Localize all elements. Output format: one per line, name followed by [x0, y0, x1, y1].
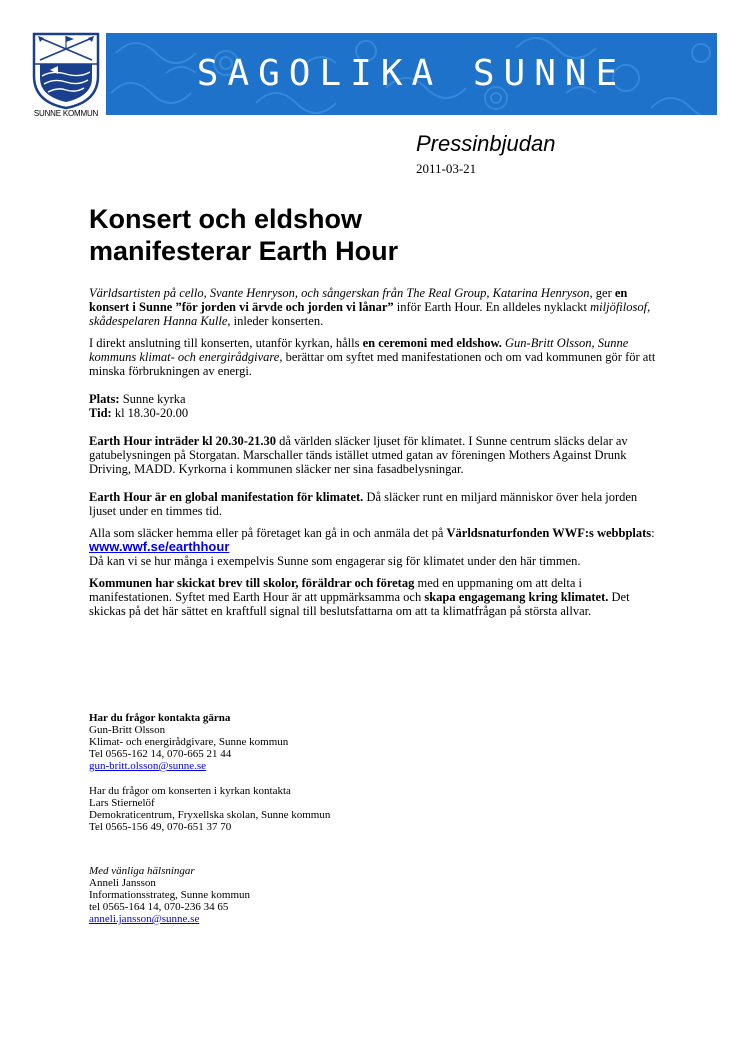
headline [89, 203, 649, 267]
document-date: 2011-03-21 [416, 161, 477, 176]
contact-1-heading: Har du frågor kontakta gärna [89, 712, 231, 724]
intro-philosopher: miljöfilosof, skådespelaren Hanna Kulle [89, 300, 651, 328]
paragraph-intro [89, 286, 661, 328]
global-text: Då släcker runt en miljard människor över hela jorden ljuset under en timmes tid. [89, 490, 638, 518]
signoff-email-link[interactable]: anneli.jansson@sunne.se [89, 913, 200, 925]
signoff-block [89, 865, 489, 925]
signoff-greeting: Med vänliga hälsningar [89, 865, 195, 877]
letters-text-2: Det skickas på det här sättet en kraftfull signal till beslutsfattarna om att ta klimatfrågan på största allvar. [89, 590, 630, 618]
intro-concert: en konsert i Sunne ”för jorden vi ärvde och jorden vi lånar” [89, 286, 628, 314]
intro-text-3: , inleder konserten. [227, 314, 324, 328]
document-type: Pressinbjudan [416, 131, 556, 156]
earth-hour-time-text: då världen släcker ljuset för klimatet. I Sunne centrum släcks delar av gatubelysningen på Storgatan. Marschaller tänds istället utmed gatan av föreningen Mothers Against Drunk Driving, MADD. Kyrkorna i kommunen släcker ner sina fasadbelysningar. [89, 434, 628, 476]
letters-text: med en uppmaning om att delta i manifestationen. Syftet med Earth Hour är att uppmärksamma och [89, 576, 583, 604]
signoff-role: Informationsstrateg, Sunne kommun [89, 889, 251, 901]
event-details [89, 392, 661, 420]
intro-text-2: inför Earth Hour. En alldeles nyklackt [393, 300, 591, 314]
letters-bold: Kommunen har skickat brev till skolor, föräldrar och företag [89, 576, 415, 590]
municipality-crest-icon [30, 30, 102, 120]
contacts-section [89, 712, 489, 938]
global-bold: Earth Hour är en global manifestation för klimatet. [89, 490, 364, 504]
contact-2-role: Demokraticentrum, Fryxellska skolan, Sunne kommun [89, 809, 331, 821]
contact-block-1 [89, 712, 489, 772]
contact-1-role: Klimat- och energirådgivare, Sunne kommun [89, 736, 289, 748]
time-value: kl 18.30-20.00 [111, 406, 189, 420]
contact-1-email-link[interactable]: gun-britt.olsson@sunne.se [89, 760, 207, 772]
contact-block-2 [89, 785, 489, 833]
headline-line-1: Konsert och eldshow [89, 204, 363, 234]
press-body [89, 286, 661, 626]
headline-line-2: manifesterar Earth Hour [89, 236, 399, 266]
ceremony-text-2: berättar om syftet med manifestationen och om vad kommunen gör för att minska förbrukningen av energi. [89, 350, 656, 378]
wwf-text: Alla som släcker hemma eller på företaget kan gå in och anmäla det på [89, 526, 447, 540]
place-label: Plats: [89, 392, 120, 406]
place-value: Sunne kyrka [119, 392, 186, 406]
paragraph-letters [89, 576, 661, 618]
time-label: Tid: [89, 406, 112, 420]
contact-1-phone: Tel 0565-162 14, 070-665 21 44 [89, 748, 232, 760]
wwf-link[interactable]: www.wwf.se/earthhour [89, 539, 230, 554]
contact-2-heading: Har du frågor om konserten i kyrkan kontakta [89, 785, 291, 797]
contact-2-name: Lars Stiernelöf [89, 797, 155, 809]
wwf-bold: Världsnaturfonden WWF:s webbplats [446, 526, 652, 540]
paragraph-wwf [89, 526, 661, 568]
wwf-colon: : [651, 526, 655, 540]
earth-hour-time-bold: Earth Hour inträder kl 20.30-21.30 [89, 434, 277, 448]
contact-1-name: Gun-Britt Olsson [89, 724, 166, 736]
letters-bold-2: skapa engagemang kring klimatet. [424, 590, 609, 604]
ceremony-bold: en ceremoni med eldshow. [362, 336, 502, 350]
wwf-text-2: Då kan vi se hur många i exempelvis Sunne som engagerar sig för klimatet under den här timmen. [89, 554, 581, 568]
header-banner [106, 33, 717, 115]
ceremony-speaker: Gun-Britt Olsson, Sunne kommuns klimat- och energirådgivare, [89, 336, 629, 364]
paragraph-global [89, 490, 661, 518]
crest-caption: SUNNE KOMMUN [33, 109, 99, 118]
intro-text: , ger [589, 286, 615, 300]
banner-title: SAGOLIKA SUNNE [196, 53, 627, 94]
contact-2-phone: Tel 0565-156 49, 070-651 37 70 [89, 821, 232, 833]
intro-artists: Världsartisten på cello, Svante Henryson, och sångerskan från The Real Group, Katarina Henryson [89, 286, 590, 300]
signoff-name: Anneli Jansson [89, 877, 156, 889]
paragraph-earth-hour-time [89, 434, 661, 476]
signoff-phone: tel 0565-164 14, 070-236 34 65 [89, 901, 229, 913]
ceremony-text: I direkt anslutning till konserten, utanför kyrkan, hålls [89, 336, 363, 350]
paragraph-ceremony [89, 336, 661, 378]
